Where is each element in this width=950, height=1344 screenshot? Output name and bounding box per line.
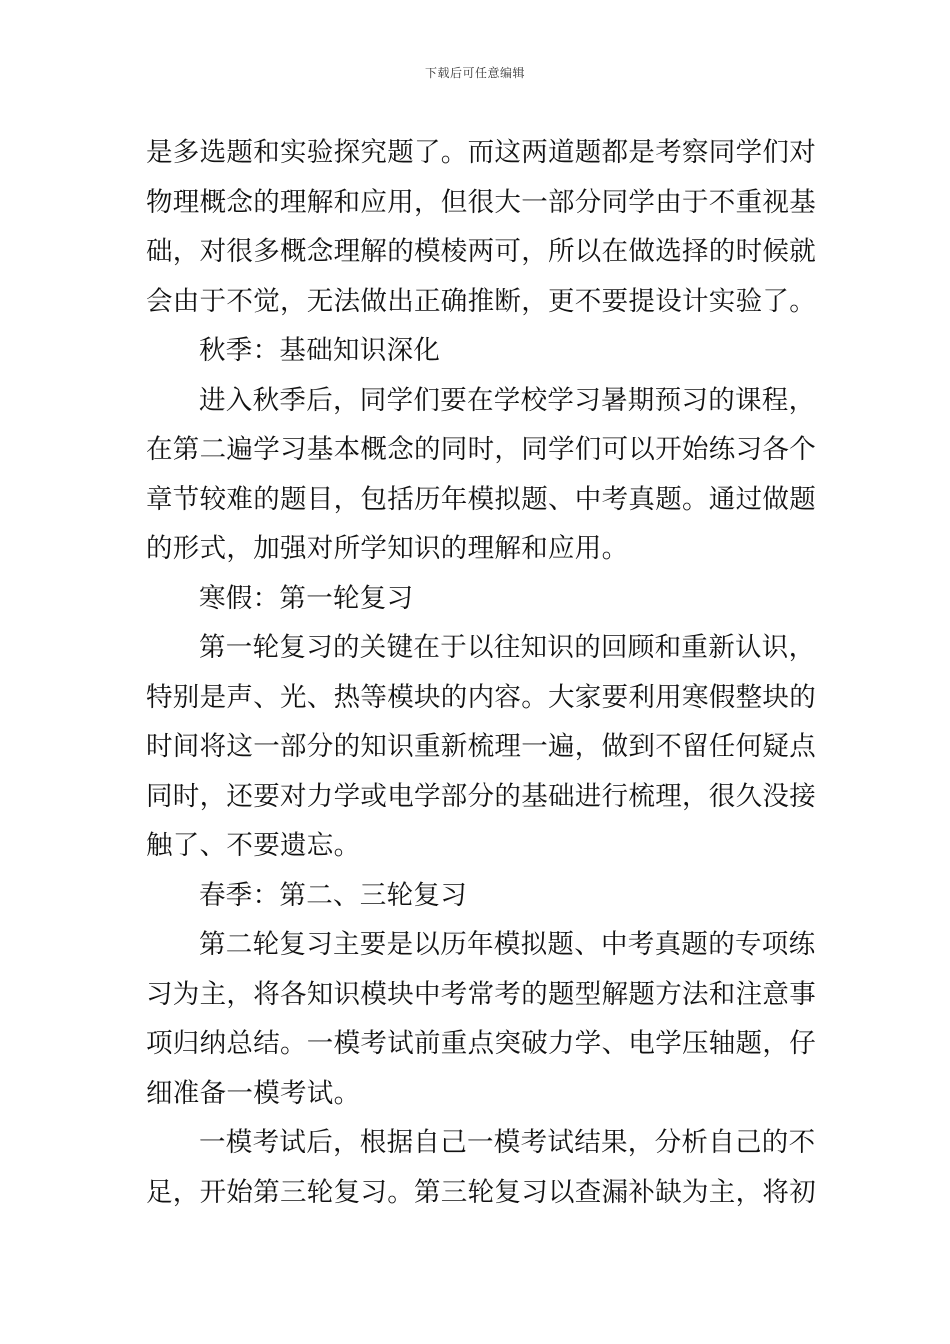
text-line: 在第二遍学习基本概念的同时，同学们可以开始练习各个 — [146, 434, 816, 465]
text-line: 习为主，将各知识模块中考常考的题型解题方法和注意事 — [146, 978, 816, 1010]
text-line: 是多选题和实验探究题了。而这两道题都是考察同学们对 — [146, 137, 816, 168]
text-line: 一模考试后，根据自己一模考试结果，分析自己的不 — [199, 1127, 816, 1158]
text-line: 会由于不觉，无法做出正确推断，更不要提设计实验了。 — [146, 285, 816, 317]
text-line: 时间将这一部分的知识重新梳理一遍，做到不留任何疑点 — [146, 731, 816, 762]
text-line: 足，开始第三轮复习。第三轮复习以查漏补缺为主，将初 — [146, 1176, 816, 1208]
text-line: 同时，还要对力学或电学部分的基础进行梳理，很久没接 — [146, 780, 816, 812]
text-line: 第一轮复习的关键在于以往知识的回顾和重新认识， — [199, 632, 816, 663]
text-line: 触了、不要遗忘。 — [146, 830, 361, 861]
text-line: 物理概念的理解和应用，但很大一部分同学由于不重视基 — [146, 186, 816, 218]
text-line: 特别是声、光、热等模块的内容。大家要利用寒假整块的 — [146, 681, 816, 713]
text-line: 项归纳总结。一模考试前重点突破力学、电学压轴题，仔 — [146, 1028, 816, 1059]
section-heading: 寒假：第一轮复习 — [199, 582, 414, 614]
text-line: 第二轮复习主要是以历年模拟题、中考真题的专项练 — [199, 929, 816, 960]
text-line: 细准备一模考试。 — [146, 1077, 361, 1109]
text-line: 的形式，加强对所学知识的理解和应用。 — [146, 533, 629, 564]
text-line: 章节较难的题目，包括历年模拟题、中考真题。通过做题 — [146, 483, 816, 515]
document-body — [146, 128, 816, 1217]
text-line: 础，对很多概念理解的模棱两可，所以在做选择的时候就 — [146, 236, 816, 267]
page-header: 下载后可任意编辑 — [424, 66, 525, 80]
text-line: 进入秋季后，同学们要在学校学习暑期预习的课程， — [199, 384, 816, 416]
section-heading: 秋季：基础知识深化 — [199, 335, 441, 366]
section-heading: 春季：第二、三轮复习 — [199, 879, 467, 911]
